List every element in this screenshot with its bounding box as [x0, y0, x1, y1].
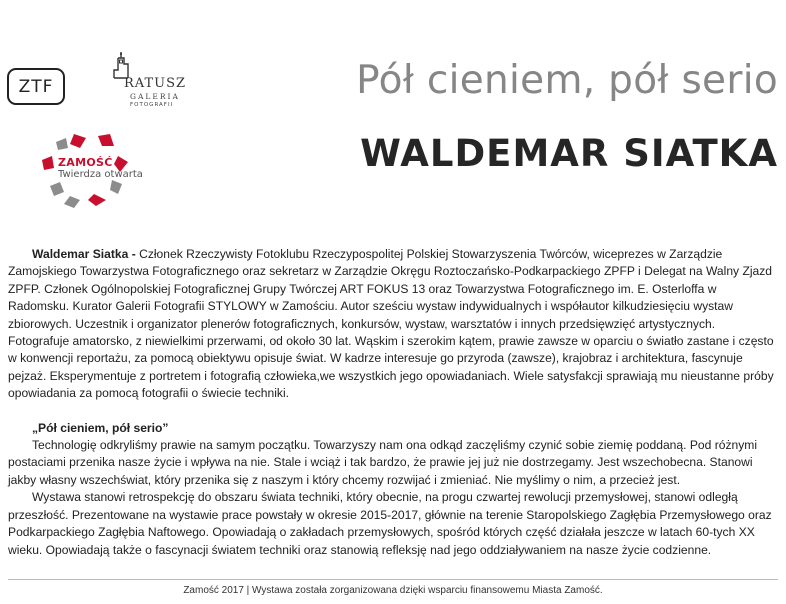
- footer-divider: [8, 579, 778, 580]
- zamosc-city-logo: [30, 130, 150, 210]
- author-name: WALDEMAR SIATKA: [360, 132, 778, 175]
- body-text: [8, 246, 778, 559]
- essay-paragraph-2: Wystawa stanowi retrospekcję do obszaru świata techniki, który obecnie, na progu czwartej rewolucji przemysłowej, stanowi odległą przeszłość. Prezentowane na wystawie prace powstały w okresie 2015-2017, głównie na terenie Staropolskiego Zagłębia Przemysłowego oraz Podkarpackiego Zagłębia Naftowego. Opowiadają o zakładach przemysłowych, spośród których część działała jeszcze w latach 60-tych XX wieku. Opowiadają także o fascynacji światem techniki oraz stanowią refleksję nad jego oddziaływaniem na nasze życie codzienne.: [8, 490, 772, 557]
- ratusz-galeria: GALERIA: [130, 92, 180, 101]
- footer-text: Zamość 2017 | Wystawa została zorganizowana dzięki wsparciu finansowemu Miasta Zamość.: [183, 585, 603, 596]
- essay-paragraph-1: Technologię odkryliśmy prawie na samym początku. Towarzyszy nam ona odkąd zaczęliśmy czynić sobie ziemię poddaną. Pod różnymi postaciami przenika nasze życie i wpływa na nie. Stale i wciąż i tak bardzo, że prawie jej już nie dostrzegamy. Jest wszechobecna. Stanowi jakby własny wszechświat, który przenika się z naszym i który chcemy rozwijać i zmieniać. Nie myślimy o nim, a przecież jest.: [8, 438, 758, 487]
- ztf-logo: ZTF: [7, 68, 65, 105]
- bio-paragraph: [8, 246, 778, 403]
- essay-heading: [8, 420, 778, 437]
- zamosc-wordmark: ZAMOŚĆ: [58, 156, 113, 169]
- zamosc-slogan: Twierdza otwarta: [58, 169, 143, 180]
- ratusz-gallery-logo: [110, 52, 190, 112]
- exhibition-title: Pół cieniem, pół serio: [356, 58, 778, 103]
- bio-name: Waldemar Siatka -: [32, 247, 136, 261]
- ratusz-name: RATUSZ: [124, 76, 187, 91]
- essay-heading-text: „Pół cieniem, pół serio”: [32, 420, 169, 435]
- bio-text: Członek Rzeczywisty Fotoklubu Rzeczypospolitej Polskiej Stowarzyszenia Twórców, wiceprezes w Zarządzie Zamojskiego Towarzystwa Fotograficznego oraz sekretarz w Zarządzie Okręgu Roztoczańsko-Podkarpackiego ZPFP i Delegat na Walny Zjazd ZPFP. Członek Ogólnopolskiej Fotograficznej Grupy Twórczej ART FOKUS 13 oraz Towarzystwa Fotograficznego im. E. Osterloffa w Radomsku. Kurator Galerii Fotografii STYLOWY w Zamościu. Autor sześciu wystaw indywidualnych i współautor kilkudziesięciu wystaw zbiorowych. Uczestnik i organizator plenerów fotograficznych, konkursów, wystaw, warsztatów i innych przedsięwzięć artystycznych. Fotografuje amatorsko, z niewielkimi przerwami, od około 30 lat. Wąskim i szerokim kątem, prawie zawsze w oparciu o światło zastane i często w konwencji reportażu, za pomocą obiektywu opisuje świat. W kadrze interesuje go przyroda (zawsze), krajobraz i architektura, fascynuje pejzaż. Eksperymentuje z portretem i fotografią człowieka,we wszystkich jego opowiadaniach. Wiele satysfakcji sprawiają mu nieustanne próby opowiadania za pomocą fotografii o świecie techniki.: [8, 247, 774, 401]
- ratusz-fotografii: FOTOGRAFII: [130, 102, 174, 108]
